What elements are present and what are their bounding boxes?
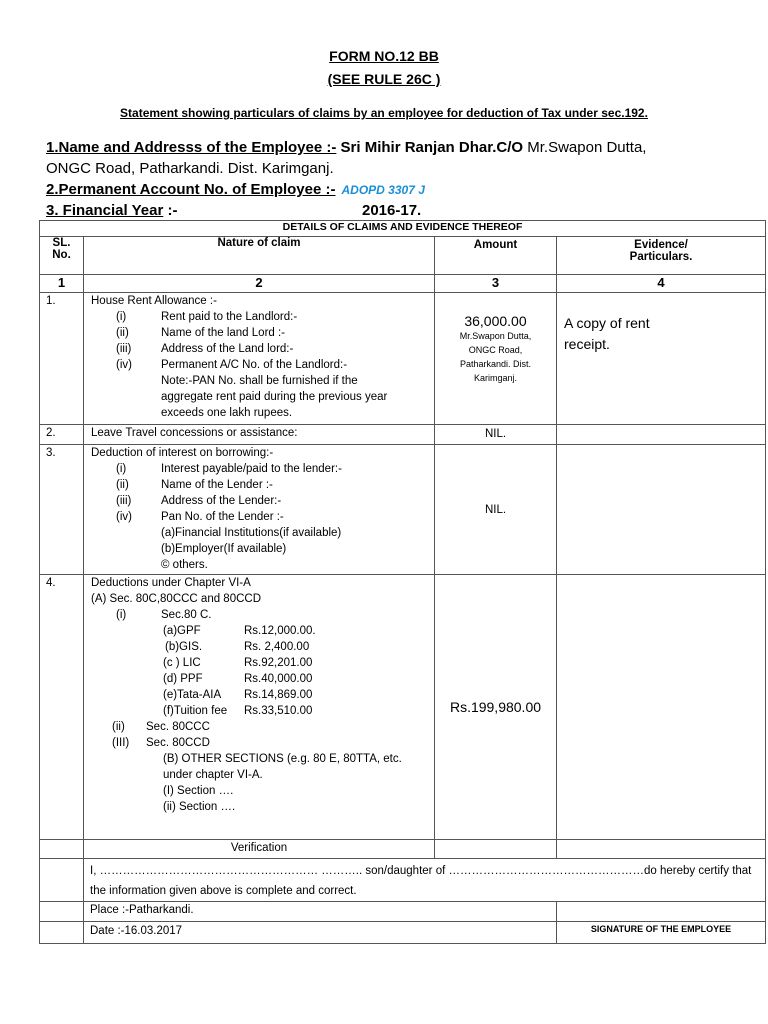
verification-row: [40, 840, 766, 859]
employee-name-rest: Mr.Swapon Dutta,: [527, 139, 647, 156]
fy-line: [46, 202, 446, 219]
employee-address: ONGC Road, Patharkandi. Dist. Karimganj.: [46, 160, 334, 177]
table-row: [40, 293, 766, 425]
form-title: FORM NO.12 BB: [329, 48, 439, 64]
verification-label: Verification: [84, 840, 435, 859]
fy-label: 3. Financial Year: [46, 202, 164, 219]
row2-nature: Leave Travel concessions or assistance:: [84, 425, 435, 445]
row2-sl: 2.: [40, 425, 84, 445]
employee-name-label: 1.Name and Addresss of the Employee :-: [46, 139, 337, 156]
col-num-4: 4: [557, 275, 766, 293]
col-num-1: 1: [40, 275, 84, 293]
certify-row: [40, 859, 766, 902]
table-row: [40, 425, 766, 445]
fy-value: 2016-17.: [362, 202, 422, 219]
row2-evidence: [557, 425, 766, 445]
place-row: [40, 902, 766, 922]
pan-line: [46, 181, 425, 198]
col-num-2: 2: [84, 275, 435, 293]
employee-name-line: [46, 139, 646, 156]
employee-name-value: Sri Mihir Ranjan Dhar.C/O: [340, 139, 524, 156]
header-amount: Amount: [435, 237, 557, 275]
row3-evidence: [557, 445, 766, 575]
form-rule: (SEE RULE 26C ): [327, 71, 441, 87]
col-num-3: 3: [435, 275, 557, 293]
row3-sl: 3.: [40, 445, 84, 575]
table-row: [40, 445, 766, 575]
claims-table: [39, 220, 766, 944]
row4-amount: Rs.199,980.00: [435, 575, 557, 840]
row1-sl: 1.: [40, 293, 84, 425]
row2-amount: NIL.: [435, 425, 557, 445]
fy-colon: :-: [167, 202, 178, 219]
header-sl: SL. No.: [40, 237, 84, 275]
certify-line-1: I, ………………………………………………… ……….. son/daughter of ……………………………………………do hereby certify that: [90, 865, 752, 877]
verification-sl: [40, 840, 84, 859]
place-sign: [557, 902, 766, 922]
pan-label: 2.Permanent Account No. of Employee :-: [46, 181, 336, 198]
certify-line-2: the information given above is complete and correct.: [90, 885, 357, 897]
row3-amount: NIL.: [435, 445, 557, 575]
certify-text: [84, 859, 766, 902]
row1-evidence: A copy of rent receipt.: [557, 293, 766, 425]
row3-nature: Deduction of interest on borrowing:- (i) Interest payable/paid to the lender:- (ii) Name of the Lender :- (iii) Address of the Lender:- (iv) Pan No. of the Lender :- (a)Financial Institutions(if available) (b)Employer(If available) © others.: [84, 445, 435, 575]
row4-sl: 4.: [40, 575, 84, 840]
table-row: [40, 575, 766, 840]
row1-amount: 36,000.00 Mr.Swapon Dutta, ONGC Road, Patharkandi. Dist. Karimganj.: [435, 293, 557, 425]
header-evidence: Evidence/ Particulars.: [557, 237, 766, 275]
column-number-row: [40, 275, 766, 293]
verification-amount: [435, 840, 557, 859]
certify-sl: [40, 859, 84, 902]
form-statement: Statement showing particulars of claims by an employee for deduction of Tax under sec.192.: [120, 106, 648, 120]
place-sl: [40, 902, 84, 922]
row4-evidence: [557, 575, 766, 840]
pan-value: ADOPD 3307 J: [341, 183, 425, 197]
date-row: [40, 922, 766, 944]
place-text: Place :-Patharkandi.: [84, 902, 557, 922]
verification-evidence: [557, 840, 766, 859]
date-text: Date :-16.03.2017: [84, 922, 557, 944]
header-nature: Nature of claim: [84, 237, 435, 275]
table-caption: DETAILS OF CLAIMS AND EVIDENCE THEREOF: [40, 221, 766, 237]
row1-nature: House Rent Allowance :- (i) Rent paid to the Landlord:- (ii) Name of the land Lord :- (iii) Address of the Land lord:- (iv) Permanent A/C No. of the Landlord:- Note:-PAN No. shall be furnished if the aggregate rent paid during the previous year exceeds one lakh rupees.: [84, 293, 435, 425]
signature-label: SIGNATURE OF THE EMPLOYEE: [557, 922, 766, 944]
row4-nature: Deductions under Chapter VI-A (A) Sec. 80C,80CCC and 80CCD (i) Sec.80 C. (a)GPF Rs.12,000.00. (b)GIS. Rs. 2,400.00 (c ) LIC Rs.92,201.00 (d) PPF Rs.40,000.00 (e)Tata-AIA Rs.14,869.00 (f)Tuition fee Rs.33,510.00 (ii) Sec. 80CCC (III) Sec. 80CCD (B) OTHER SECTIONS (e.g. 80 E, 80TTA, etc. under chapter VI-A. (I) Section …. (ii) Section ….: [84, 575, 435, 840]
date-sl: [40, 922, 84, 944]
